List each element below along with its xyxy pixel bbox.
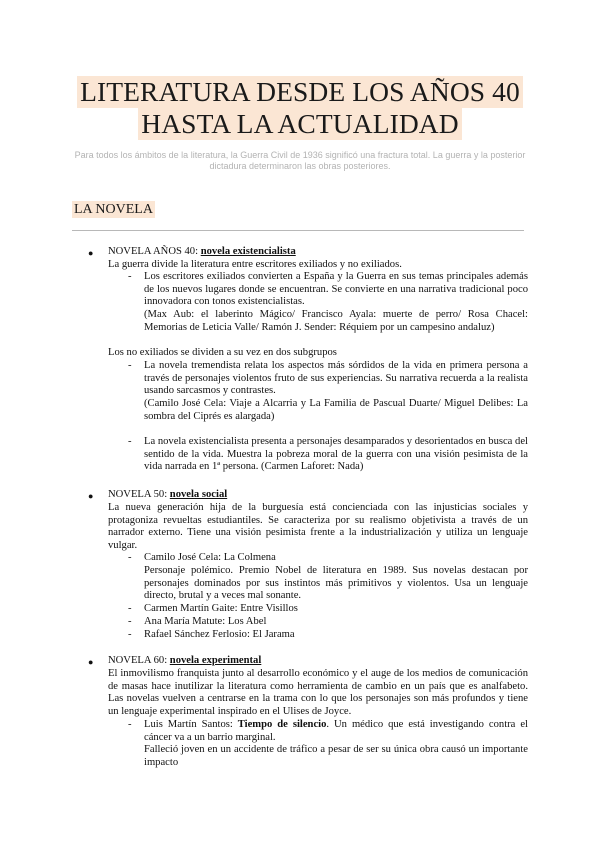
s50-gaite-line: Carmen Martín Gaite: Entre Visillos xyxy=(144,603,298,614)
work-title: Tiempo de silencio xyxy=(237,719,327,730)
heading-prefix: NOVELA AÑOS 40: xyxy=(108,246,201,257)
s50-cela-description: Personaje polémico. Premio Nobel de literatura en 1989. Sus novelas destacan por personajes dominados por sus instintos más primitivos y violentos. Usa un lenguaje directo, brutal y a veces mal sonante. xyxy=(144,565,528,601)
work-summary: . Un médico que está investigando contra el cáncer va a un barrio marginal. xyxy=(144,719,528,743)
heading-novela-40 xyxy=(108,246,296,259)
heading-prefix: NOVELA 60: xyxy=(108,655,170,666)
bullet-icon: ● xyxy=(88,491,94,501)
bullet-icon: ● xyxy=(88,657,94,667)
s40-exiled-examples: (Max Aub: el laberinto Mágico/ Francisco Ayala: muerte de perro/ Rosa Chacel: Memorias de Leticia Valle/ Ramón J. Sender: Réquiem por un campesino andaluz) xyxy=(144,309,528,333)
s50-ferlosio-line: Rafael Sánchez Ferlosio: El Jarama xyxy=(144,629,295,640)
s60-intro: El inmovilismo franquista junto al desarrollo económico y el auge de los medios de comunicación de masas hace inutilizar la literatura como herramienta de cambio en un país que es analfabeto. Las novelas vuelven a centrarse en la trama con lo que los personajes son más profundos y tiene un lenguaje experimental inspirado en el Ulises de Joyce. xyxy=(108,668,528,717)
s40-nonexiled-intro: Los no exiliados se dividen a su vez en dos subgrupos xyxy=(108,347,337,358)
s50-cela-line: Camilo José Cela: La Colmena xyxy=(144,552,276,563)
dash-marker: - xyxy=(128,616,132,627)
bullet-icon: ● xyxy=(88,248,94,258)
s40-intro: La guerra divide la literatura entre escritores exiliados y no exiliados. xyxy=(108,259,402,270)
dash-marker: - xyxy=(128,552,132,563)
subtitle: Para todos los ámbitos de la literatura, la Guerra Civil de 1936 significó una fractura total. La guerra y la posterior dictadura determinaron las obras posteriores. xyxy=(74,150,526,171)
heading-prefix: NOVELA 50: xyxy=(108,489,170,500)
dash-marker: - xyxy=(128,719,132,730)
heading-subgenre: novela experimental xyxy=(169,655,262,666)
horizontal-divider xyxy=(72,230,524,231)
s40-tremendista-paragraph: La novela tremendista relata los aspectos más sórdidos de la vida en primera persona a través de personajes violentos fruto de sus experiencias. Su narrativa recuerda a la realista usando sarcasmos y contrastes. xyxy=(144,360,528,396)
s40-existencialista-paragraph: La novela existencialista presenta a personajes desamparados y desorientados en busca del sentido de la vida. Muestra la pobreza moral de la guerra con una visión pesimista de la vida narrada en 1ª persona. (Carmen Laforet: Nada) xyxy=(144,436,528,472)
page-title xyxy=(0,76,600,140)
section-heading: LA NOVELA xyxy=(74,202,153,217)
dash-marker: - xyxy=(128,436,132,447)
s60-santos-description: Falleció joven en un accidente de tráfico a pesar de ser su única obra causó un importante impacto xyxy=(144,744,528,768)
title-line-2: HASTA LA ACTUALIDAD xyxy=(138,108,461,140)
heading-subgenre: novela existencialista xyxy=(200,246,296,257)
dash-marker: - xyxy=(128,271,132,282)
s50-intro: La nueva generación hija de la burguesía está concienciada con las injusticias sociales y protagoniza revueltas estudiantiles. Se caracteriza por su realismo objetivista a través de un narrador externo. Tiene una visión pesimista frente a la industrialización y utiliza un lenguaje vulgar. xyxy=(108,502,528,551)
author-name: Luis Martín Santos: xyxy=(144,719,238,730)
dash-marker: - xyxy=(128,603,132,614)
heading-novela-50 xyxy=(108,489,227,502)
heading-novela-60 xyxy=(108,655,261,668)
dash-marker: - xyxy=(128,360,132,371)
s40-tremendista-examples: (Camilo José Cela: Viaje a Alcarria y La Familia de Pascual Duarte/ Miguel Delibes: La sombra del Ciprés es alargada) xyxy=(144,398,528,422)
title-line-1: LITERATURA DESDE LOS AÑOS 40 xyxy=(77,76,523,108)
s60-santos-line xyxy=(144,719,528,744)
heading-subgenre: novela social xyxy=(169,489,228,500)
dash-marker: - xyxy=(128,629,132,640)
s50-matute-line: Ana María Matute: Los Abel xyxy=(144,616,267,627)
s40-exiled-paragraph: Los escritores exiliados convierten a España y la Guerra en sus temas principales además de los nuevos lugares donde se encuentran. Se convierte en una narrativa tradicional poco innovadora con tonos existencialistas. xyxy=(144,271,528,307)
